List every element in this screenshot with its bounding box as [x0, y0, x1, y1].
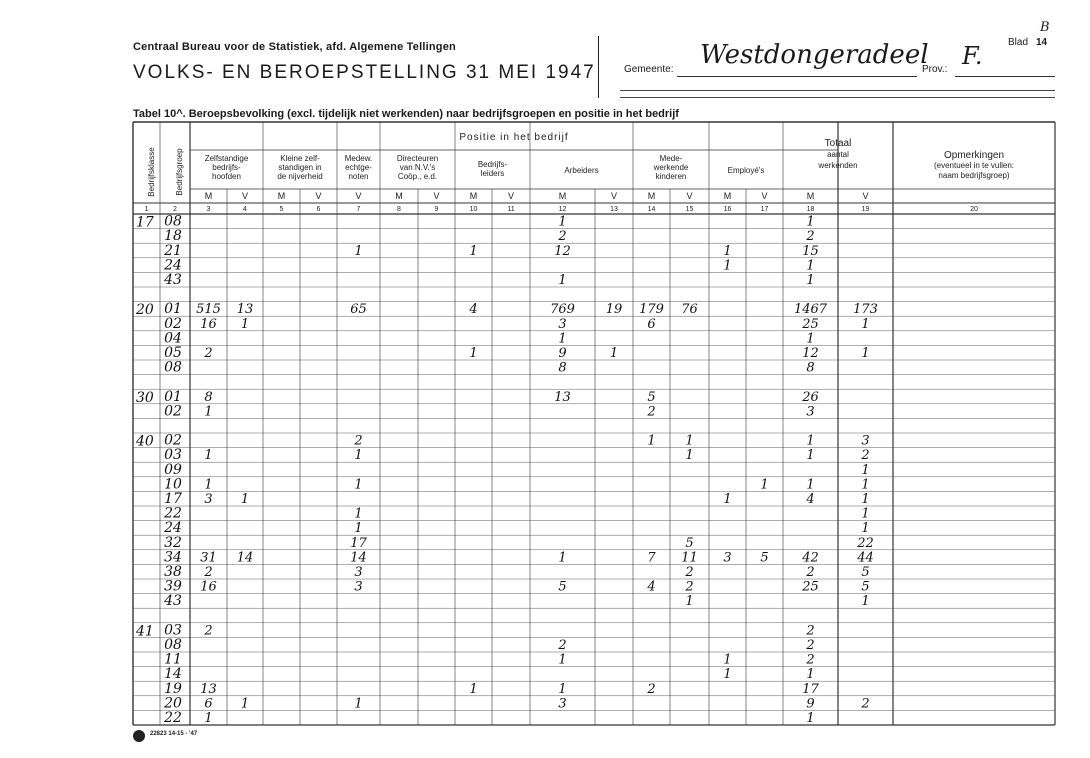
bedrijfsgroep-value: 17 — [164, 491, 182, 507]
cell-value: 1 — [806, 331, 815, 347]
column-number: 1 — [144, 206, 149, 213]
column-number: 14 — [647, 206, 656, 213]
column-number: 18 — [806, 206, 815, 213]
column-number: 3 — [206, 206, 211, 213]
cell-value: 1 — [354, 506, 363, 522]
cell-value: 44 — [857, 550, 874, 566]
group-header-5: leiders — [480, 169, 505, 178]
sex-label: V — [862, 191, 869, 201]
column-number: 20 — [970, 206, 978, 213]
cell-value: 1 — [806, 273, 815, 288]
sex-label: V — [241, 191, 249, 201]
cell-value: 16 — [200, 316, 217, 332]
sex-label: V — [355, 191, 362, 201]
group-header-6: Arbeiders — [564, 166, 599, 175]
bedrijfsgroep-header: Bedrijfsgroep — [175, 148, 184, 196]
bedrijfsgroep-value: 43 — [164, 593, 182, 610]
cell-value: 1 — [861, 506, 870, 522]
column-number: 4 — [243, 206, 247, 213]
prov-label: Prov.: — [922, 64, 948, 75]
column-number: 17 — [760, 206, 769, 213]
bedrijfsgroep-value: 22 — [164, 710, 182, 726]
cell-value: 1 — [861, 462, 870, 478]
cell-value: 1 — [685, 594, 694, 610]
cell-value: 76 — [681, 302, 698, 318]
group-header-3: noten — [348, 172, 369, 181]
bedrijfsklasse-value: 30 — [136, 389, 154, 406]
cell-value: 31 — [200, 550, 217, 566]
group-header-4: van N.V.'s — [399, 163, 436, 172]
cell-value: 1 — [806, 477, 815, 493]
bedrijfsgroep-value: 10 — [164, 476, 182, 493]
opmerkingen-header: (eventueel in te vullen: — [933, 161, 1015, 170]
cell-value: 15 — [802, 243, 819, 259]
column-number: 6 — [316, 206, 321, 213]
cell-value: 2 — [806, 565, 815, 580]
cell-value: 1 — [469, 243, 478, 259]
cell-value: 4 — [806, 492, 815, 507]
group-header-4: Coöp., e.d. — [397, 172, 438, 181]
cell-value: 1 — [723, 492, 732, 507]
sex-label: M — [204, 191, 213, 201]
gemeente-label: Gemeente: — [624, 64, 674, 75]
cell-value: 1 — [806, 214, 815, 230]
prov-value: F. — [962, 42, 983, 70]
bedrijfsgroep-value: 18 — [164, 228, 182, 245]
group-header-3: Medew. — [344, 154, 373, 163]
group-header-2: de nijverheid — [277, 172, 323, 181]
group-header-3: echtge- — [345, 163, 372, 172]
cell-value: 2 — [685, 565, 694, 580]
column-number: 8 — [397, 206, 401, 213]
cell-value: 2 — [861, 696, 870, 712]
cell-value: 1 — [469, 681, 478, 697]
cell-value: 9 — [558, 346, 567, 361]
sex-label: V — [315, 191, 322, 201]
sex-label: V — [507, 191, 515, 201]
cell-value: 2 — [204, 623, 213, 639]
group-header-2: standigen in — [278, 163, 322, 172]
cell-value: 8 — [558, 360, 567, 376]
column-number: 5 — [279, 206, 284, 213]
cell-value: 1 — [354, 448, 363, 464]
cell-value: 5 — [861, 565, 870, 580]
cell-value: 2 — [354, 433, 363, 449]
cell-value: 2 — [806, 638, 815, 653]
cell-value: 8 — [806, 360, 815, 376]
cell-value: 5 — [647, 389, 656, 405]
cell-value: 4 — [469, 302, 478, 318]
cell-value: 5 — [760, 550, 769, 566]
totaal-header: Totaal — [824, 138, 852, 149]
bedrijfsgroep-value: 03 — [164, 622, 182, 639]
sex-label: M — [558, 191, 567, 201]
column-number: 9 — [434, 206, 439, 213]
bedrijfsgroep-value: 38 — [164, 564, 182, 580]
printer-logo — [133, 730, 145, 742]
cell-value: 1 — [558, 331, 567, 347]
cell-value: 13 — [554, 389, 571, 405]
bedrijfsgroep-value: 02 — [164, 432, 182, 449]
cell-value: 4 — [647, 579, 656, 595]
sex-label: M — [723, 191, 732, 201]
bedrijfsgroep-value: 32 — [164, 534, 182, 551]
group-header-7: kinderen — [655, 172, 687, 181]
column-number: 12 — [558, 206, 567, 213]
cell-value: 9 — [806, 696, 815, 712]
column-number: 7 — [356, 206, 361, 213]
cell-value: 6 — [204, 696, 213, 712]
cell-value: 5 — [861, 579, 870, 595]
cell-value: 1 — [723, 258, 732, 274]
group-header-5: Bedrijfs- — [477, 160, 508, 169]
cell-value: 2 — [647, 404, 656, 420]
bureau-line: Centraal Bureau voor de Statistiek, afd. Algemene Tellingen — [133, 41, 456, 53]
cell-value: 1 — [861, 346, 870, 361]
cell-value: 1467 — [793, 302, 828, 318]
cell-value: 25 — [802, 316, 819, 332]
group-header-1: bedrijfs- — [212, 163, 241, 172]
cell-value: 1 — [204, 711, 213, 726]
totaal-header: aantal — [827, 150, 849, 159]
sex-label: M — [277, 191, 286, 201]
bedrijfsgroep-value: 01 — [164, 301, 182, 318]
cell-value: 1 — [469, 346, 478, 361]
cell-value: 1 — [760, 477, 769, 493]
cell-value: 1 — [354, 521, 363, 537]
bedrijfsgroep-value: 03 — [164, 447, 182, 464]
cell-value: 12 — [554, 243, 571, 259]
cell-value: 769 — [550, 302, 575, 318]
totaal-header: werkenden — [818, 161, 858, 170]
cell-value: 179 — [639, 302, 664, 318]
blad-label: Blad — [1008, 37, 1029, 48]
cell-value: 1 — [558, 214, 567, 230]
bedrijfsgroep-value: 14 — [164, 666, 182, 683]
cell-value: 1 — [354, 696, 363, 712]
bedrijfsgroep-value: 39 — [164, 578, 182, 595]
print-code: 22823 14-15 - '47 — [150, 731, 198, 737]
group-header-8: Employé's — [727, 166, 765, 175]
sex-label: V — [761, 191, 768, 201]
cell-value: 1 — [685, 433, 694, 449]
cell-value: 1 — [204, 448, 213, 464]
cell-value: 6 — [647, 316, 656, 332]
cell-value: 25 — [802, 579, 819, 595]
bedrijfsgroep-value: 22 — [164, 505, 182, 522]
cell-value: 3 — [723, 550, 732, 566]
cell-value: 515 — [196, 302, 221, 318]
cell-value: 17 — [802, 681, 819, 697]
bedrijfsgroep-value: 24 — [164, 257, 182, 274]
bedrijfsgroep-value: 21 — [164, 242, 182, 259]
column-number: 11 — [507, 206, 515, 213]
cell-value: 1 — [861, 521, 870, 537]
cell-value: 1 — [558, 550, 567, 566]
cell-value: 1 — [861, 594, 870, 610]
column-number: 2 — [173, 206, 177, 213]
cell-value: 3 — [354, 579, 363, 595]
cell-value: 2 — [558, 229, 567, 245]
cell-value: 1 — [806, 667, 815, 683]
bedrijfsgroep-value: 02 — [164, 315, 182, 332]
bedrijfsgroep-value: 05 — [164, 345, 182, 361]
cell-value: 22 — [857, 535, 874, 551]
cell-value: 3 — [861, 433, 870, 449]
bedrijfsklasse-value: 40 — [136, 433, 154, 450]
cell-value: 1 — [354, 243, 363, 259]
cell-value: 173 — [853, 302, 878, 318]
cell-value: 1 — [204, 477, 213, 493]
cell-value: 26 — [802, 389, 819, 405]
cell-value: 5 — [685, 535, 694, 551]
sex-label: V — [610, 191, 618, 201]
cell-value: 2 — [204, 346, 213, 361]
bedrijfsgroep-value: 24 — [164, 520, 182, 537]
opmerkingen-header: naam bedrijfsgroep) — [938, 171, 1010, 180]
cell-value: 1 — [806, 448, 815, 464]
bedrijfsgroep-value: 08 — [164, 637, 182, 653]
cell-value: 13 — [200, 681, 217, 697]
bedrijfsgroep-value: 01 — [164, 388, 182, 405]
cell-value: 1 — [609, 346, 619, 361]
cell-value: 2 — [806, 623, 815, 639]
column-number: 13 — [610, 206, 618, 213]
bedrijfsgroep-value: 19 — [164, 680, 182, 697]
cell-value: 1 — [806, 258, 815, 274]
group-header-7: Mede- — [659, 154, 683, 163]
cell-value: 2 — [204, 565, 213, 580]
cell-value: 2 — [806, 652, 815, 668]
cell-value: 14 — [350, 550, 367, 566]
cell-value: 1 — [240, 492, 250, 507]
cell-value: 1 — [723, 243, 732, 259]
column-number: 15 — [685, 206, 694, 213]
column-number: 19 — [861, 206, 870, 213]
cell-value: 2 — [806, 229, 815, 245]
group-header-2: Kleine zelf- — [280, 154, 320, 163]
cell-value: 3 — [558, 696, 567, 712]
cell-value: 17 — [350, 535, 367, 551]
cell-value: 2 — [861, 448, 870, 464]
cell-value: 3 — [204, 492, 213, 507]
group-header-7: werkende — [653, 163, 689, 172]
form-title: VOLKS- EN BEROEPSTELLING 31 MEI 1947 — [133, 62, 596, 83]
bedrijfsgroep-value: 08 — [164, 213, 182, 230]
bedrijfsgroep-value: 09 — [164, 461, 182, 478]
bedrijfsklasse-value: 17 — [136, 214, 154, 231]
cell-value: 1 — [558, 652, 567, 668]
bedrijfsgroep-value: 04 — [164, 330, 182, 347]
cell-value: 3 — [354, 565, 363, 580]
cell-value: 7 — [647, 550, 656, 566]
bedrijfsgroep-value: 20 — [164, 695, 182, 712]
cell-value: 1 — [685, 448, 694, 464]
group-header-1: hoofden — [212, 172, 241, 181]
cell-value: 12 — [802, 346, 819, 361]
positie-header: Positie in het bedrijf — [459, 132, 569, 143]
cell-value: 11 — [681, 550, 698, 566]
cell-value: 8 — [204, 389, 213, 405]
sex-label: M — [469, 191, 478, 201]
cell-value: 1 — [861, 316, 870, 332]
cell-value: 1 — [240, 316, 250, 332]
cell-value: 1 — [806, 433, 815, 449]
group-header-4: Directeuren — [396, 154, 439, 163]
cell-value: 1 — [806, 711, 815, 726]
bedrijfsgroep-value: 02 — [164, 403, 182, 420]
blad-number: 14 — [1036, 37, 1048, 48]
bedrijfsklasse-value: 20 — [136, 302, 154, 319]
column-number: 10 — [469, 206, 478, 213]
group-header-1: Zelfstandige — [204, 154, 249, 163]
table-caption: Tabel 10^. Beroepsbevolking (excl. tijdelijk niet werkenden) naar bedrijfsgroepen en positie in het bedrijf — [133, 108, 679, 120]
cell-value: 3 — [558, 316, 567, 332]
bedrijfsklasse-header: Bedrijfsklasse — [147, 147, 156, 197]
cell-value: 2 — [558, 638, 567, 653]
cell-value: 1 — [723, 667, 732, 683]
cell-value: 1 — [558, 681, 567, 697]
sex-label: M — [395, 191, 403, 201]
cell-value: 1 — [647, 433, 656, 449]
cell-value: 65 — [350, 302, 367, 318]
cell-value: 1 — [861, 492, 870, 507]
cell-value: 1 — [861, 477, 870, 493]
column-number: 16 — [723, 206, 732, 213]
sex-label: V — [686, 191, 693, 201]
bedrijfsgroep-value: 11 — [164, 651, 182, 668]
sex-label: V — [433, 191, 440, 201]
cell-value: 1 — [204, 404, 213, 420]
opmerkingen-header: Opmerkingen — [943, 150, 1005, 161]
cell-value: 1 — [354, 477, 363, 493]
cell-value: 13 — [236, 302, 254, 318]
gemeente-value: Westdongeradeel — [700, 40, 929, 70]
bedrijfsklasse-value: 41 — [136, 623, 154, 640]
cell-value: 1 — [240, 696, 250, 712]
bedrijfsgroep-value: 08 — [164, 359, 182, 376]
cell-value: 42 — [802, 550, 819, 566]
cell-value: 14 — [236, 550, 254, 566]
cell-value: 1 — [723, 652, 732, 668]
cell-value: 1 — [558, 273, 567, 288]
cell-value: 19 — [605, 302, 623, 318]
sex-label: M — [647, 191, 656, 201]
cell-value: 3 — [806, 404, 815, 420]
bedrijfsgroep-value: 43 — [164, 272, 182, 288]
blad-handwritten: B — [1040, 20, 1050, 35]
cell-value: 2 — [685, 579, 694, 595]
bedrijfsgroep-value: 34 — [164, 549, 182, 566]
cell-value: 5 — [558, 579, 567, 595]
cell-value: 2 — [647, 681, 656, 697]
sex-label: M — [806, 191, 815, 201]
cell-value: 16 — [200, 579, 217, 595]
